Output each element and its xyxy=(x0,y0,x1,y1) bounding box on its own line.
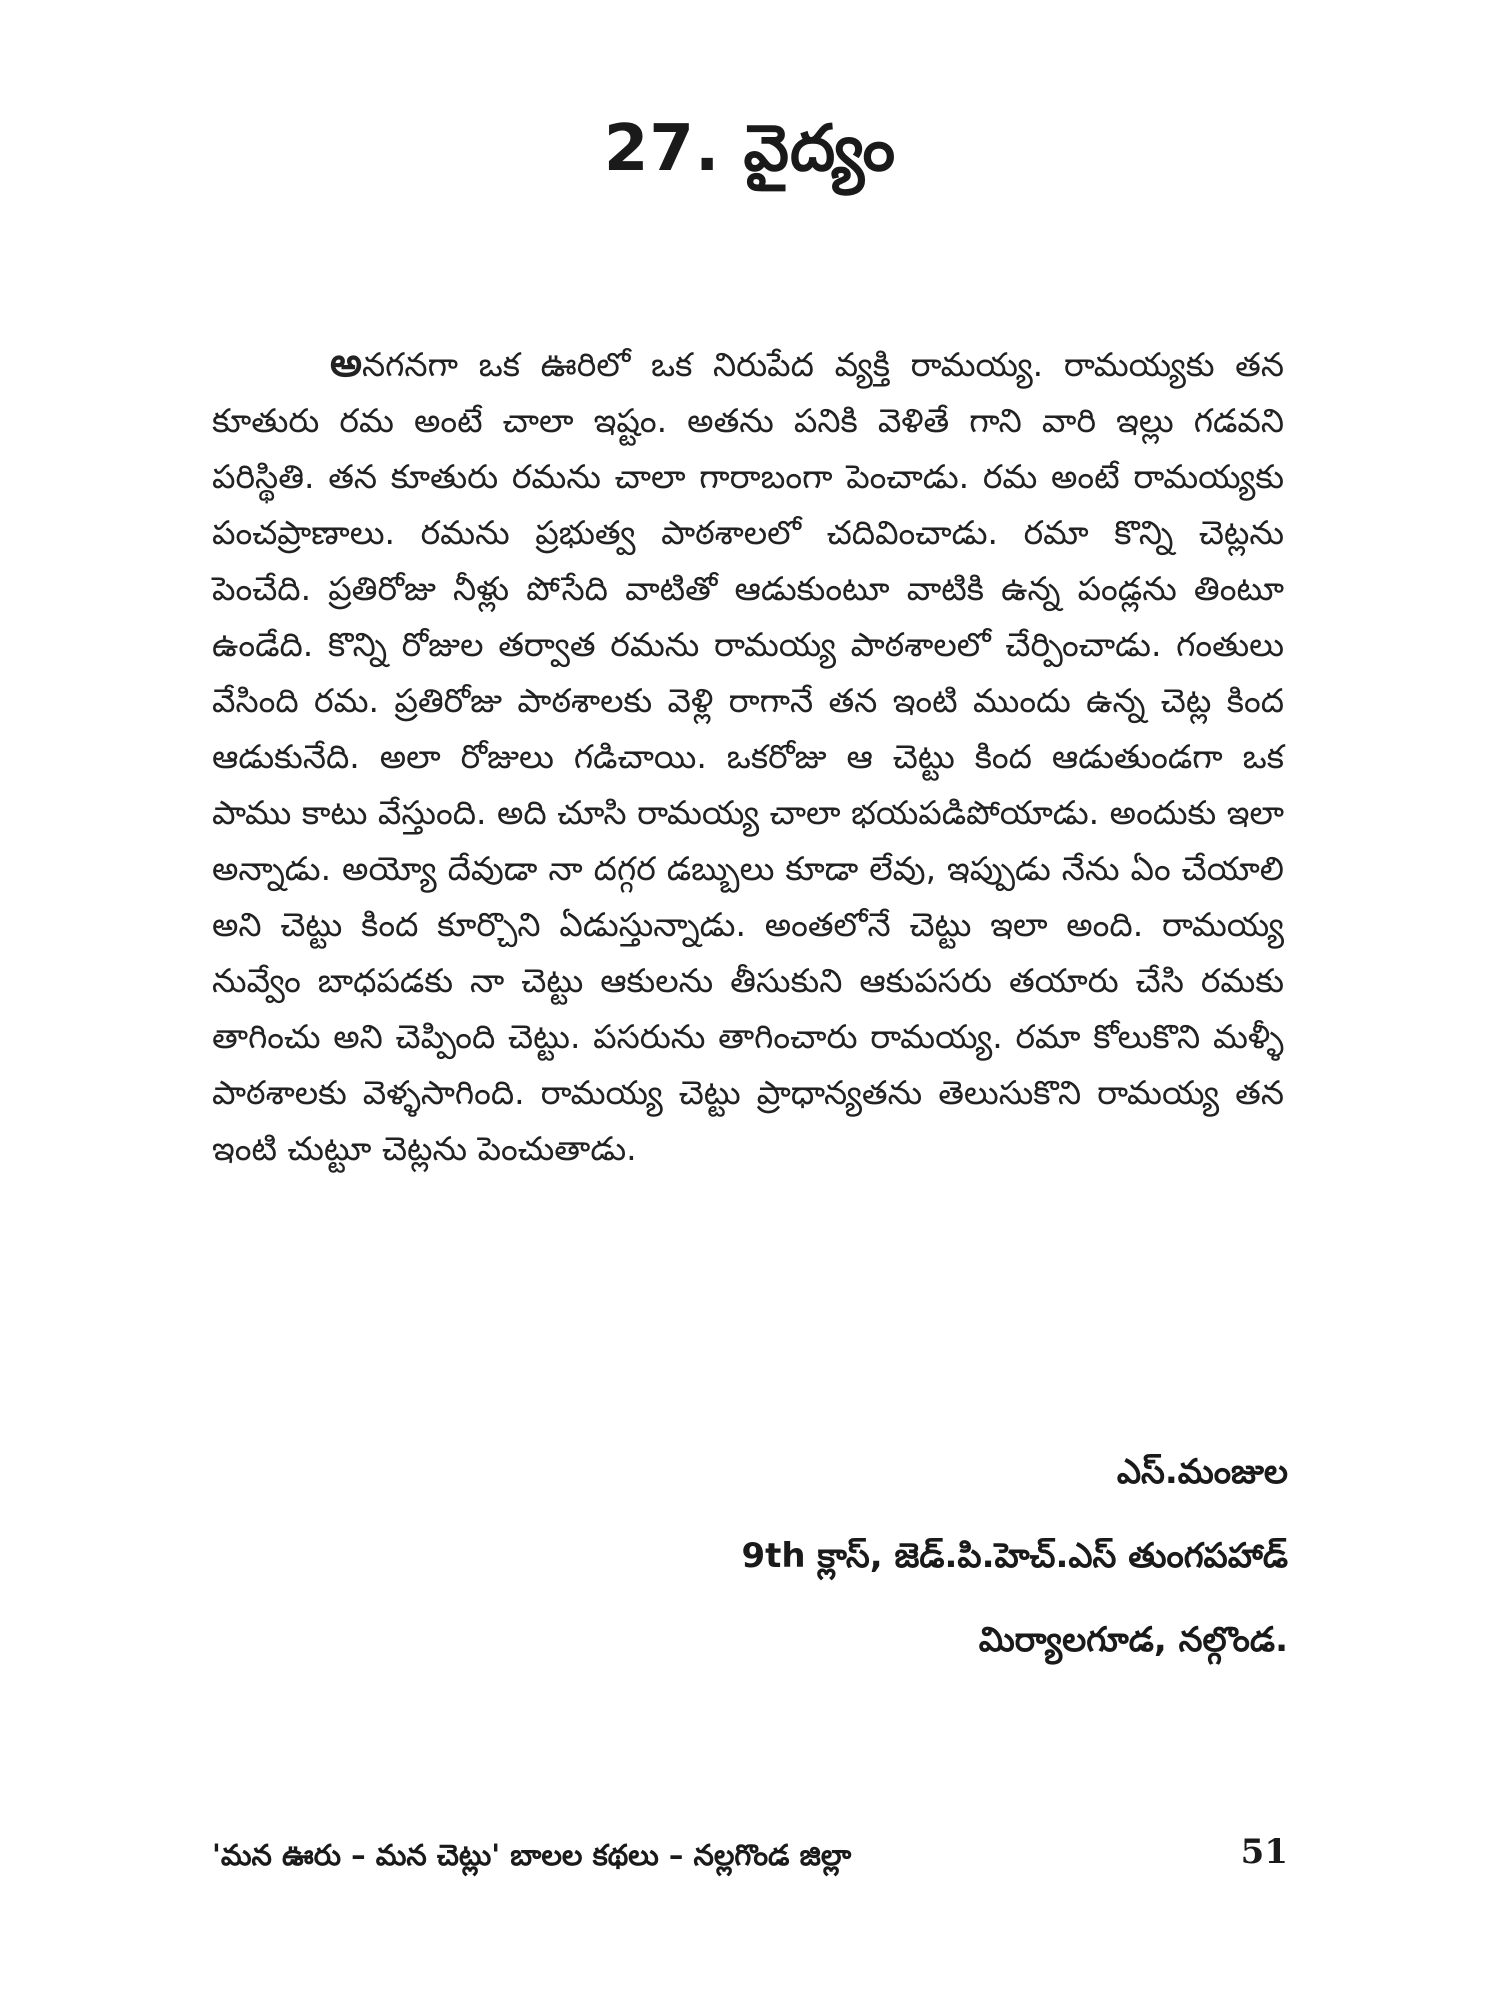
author-school: 9th క్లాస్, జెడ్.పి.హెచ్.ఎస్ తుంగపహాడ్ xyxy=(741,1536,1288,1576)
story-body xyxy=(212,335,1284,1177)
page-number: 51 xyxy=(1240,1832,1288,1872)
story-text: నగనగా ఒక ఊరిలో ఒక నిరుపేద వ్యక్తి రామయ్య. రామయ్యకు తన కూతురు రమ అంటే చాలా ఇష్టం. అతను పనికి వెళితే గాని వారి ఇల్లు గడవని పరిస్థితి. తన కూతురు రమను చాలా గారాబంగా పెంచాడు. రమ అంటే రామయ్యకు పంచప్రాణాలు. రమను ప్రభుత్వ పాఠశాలలో చదివించాడు. రమా కొన్ని చెట్లను పెంచేది. ప్రతిరోజు నీళ్లు పోసేది వాటితో ఆడుకుంటూ వాటికి ఉన్న పండ్లను తింటూ ఉండేది. కొన్ని రోజుల తర్వాత రమను రామయ్య పాఠశాలలో చేర్పించాడు. గంతులు వేసింది రమ. ప్రతిరోజు పాఠశాలకు వెళ్లి రాగానే తన ఇంటి ముందు ఉన్న చెట్ల కింద ఆడుకునేది. అలా రోజులు గడిచాయి. ఒకరోజు ఆ చెట్టు కింద ఆడుతుండగా ఒక పాము కాటు వేస్తుంది. అది చూసి రామయ్య చాలా భయపడిపోయాడు. అందుకు ఇలా అన్నాడు. అయ్యో దేవుడా నా దగ్గర డబ్బులు కూడా లేవు, ఇప్పుడు నేను ఏం చేయాలి అని చెట్టు కింద కూర్చొని ఏడుస్తున్నాడు. అంతలోనే చెట్టు ఇలా అంది. రామయ్య నువ్వేం బాధపడకు నా చెట్టు ఆకులను తీసుకుని ఆకుపసరు తయారు చేసి రమకు తాగించు అని చెప్పింది చెట్టు. పసరును తాగించారు రామయ్య. రమా కోలుకొని మళ్ళీ పాఠశాలకు వెళ్ళసాగింది. రామయ్య చెట్టు ప్రాధాన్యతను తెలుసుకొని రామయ్య తన ఇంటి చుట్టూ చెట్లను పెంచుతాడు. xyxy=(212,345,1284,1168)
author-name: ఎస్.మంజుల xyxy=(1116,1452,1288,1492)
book-title: 'మన ఊరు – మన చెట్లు' బాలల కథలు – నల్లగొండ జిల్లా xyxy=(212,1838,852,1872)
author-signature xyxy=(388,1448,1288,1700)
page-footer xyxy=(212,1832,1288,1888)
drop-letter: అ xyxy=(330,340,362,386)
author-place: మిర్యాలగూడ, నల్గొండ. xyxy=(978,1620,1288,1660)
story-title: 27. వైద్యం xyxy=(603,112,897,186)
